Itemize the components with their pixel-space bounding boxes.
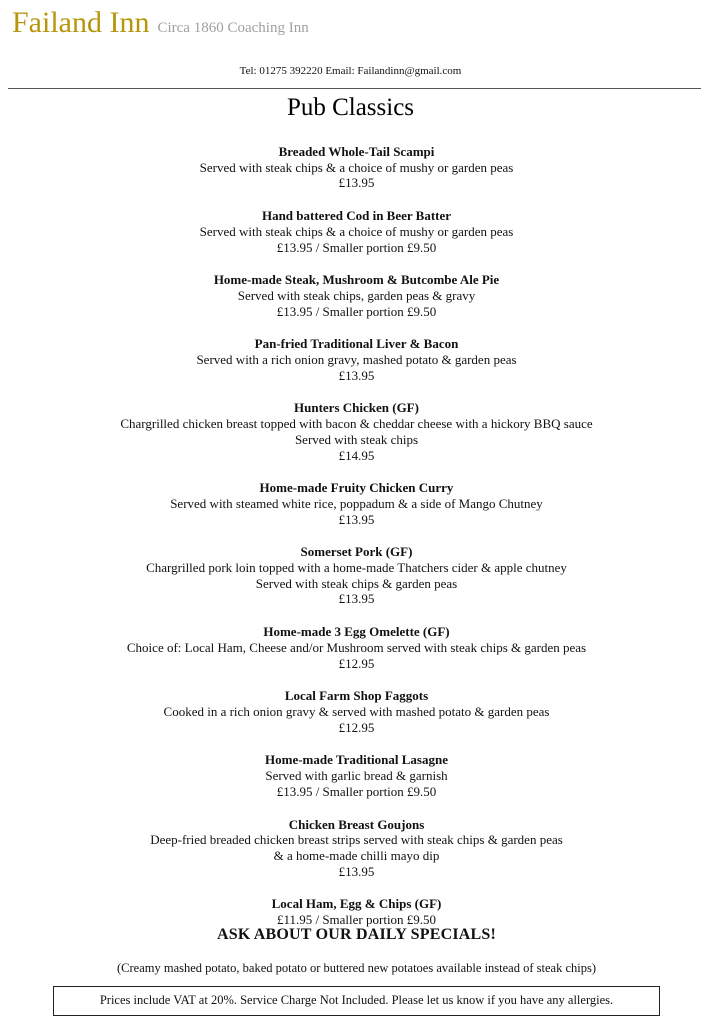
menu-item-description: Served with steak chips & a choice of mushy or garden peas [199, 223, 514, 239]
menu-item-name: Pan-fried Traditional Liver & Bacon [254, 336, 459, 352]
menu-item-description: Served with steamed white rice, poppadum & a side of Mango Chutney [170, 495, 543, 511]
brand-name: Failand Inn [12, 6, 150, 39]
brand-tagline: Circa 1860 Coaching Inn [157, 20, 309, 36]
menu-item [0, 817, 701, 880]
menu-item [0, 400, 701, 463]
menu-item-price: £13.95 [338, 367, 375, 383]
menu-item-description: Served with a rich onion gravy, mashed potato & garden peas [196, 352, 517, 368]
menu-item-name: Breaded Whole-Tail Scampi [278, 144, 435, 159]
contact-line: Tel: 01275 392220 Email: Failandinn@gmail.com [239, 65, 462, 77]
page-title: Pub Classics [286, 94, 415, 121]
menu-item-price: £12.95 [338, 655, 375, 671]
menu-item [0, 896, 701, 927]
menu-item-description: Served with garlic bread & garnish [265, 768, 448, 784]
menu-item-description: & a home-made chilli mayo dip [273, 847, 440, 863]
menu-item [0, 144, 701, 191]
header-divider [8, 88, 701, 89]
menu-item-price: £13.95 [338, 863, 375, 879]
menu-item [0, 624, 701, 671]
menu-item-name: Somerset Pork (GF) [300, 544, 413, 560]
menu-item-price: £13.95 [338, 175, 375, 191]
menu-item-description: Cooked in a rich onion gravy & served with mashed potato & garden peas [163, 703, 550, 719]
menu-item-description: Served with steak chips & garden peas [255, 575, 458, 591]
menu-item [0, 208, 701, 255]
menu-item-name: Home-made Fruity Chicken Curry [259, 480, 454, 496]
menu-item-name: Hunters Chicken (GF) [294, 400, 419, 416]
menu-item [0, 688, 701, 735]
footer-notice: Prices include VAT at 20%. Service Charge Not Included. Please let us know if you have any allergies. [53, 986, 660, 1016]
menu-item [0, 272, 701, 319]
menu-item-description: Chargrilled chicken breast topped with bacon & cheddar cheese with a hickory BBQ sauce [120, 416, 593, 432]
menu-item-description: Served with steak chips & a choice of mushy or garden peas [199, 159, 514, 175]
menu-item-description: Choice of: Local Ham, Cheese and/or Mushroom served with steak chips & garden peas [126, 639, 587, 655]
menu-item-description: Served with steak chips, garden peas & gravy [237, 287, 476, 303]
menu-item-name: Home-made Traditional Lasagne [265, 752, 448, 768]
menu-item [0, 480, 701, 527]
side-options-note: (Creamy mashed potato, baked potato or buttered new potatoes available instead of steak chips) [116, 961, 596, 975]
menu-item [0, 544, 701, 607]
menu-item [0, 752, 701, 799]
specials-banner: ASK ABOUT OUR DAILY SPECIALS! [216, 926, 497, 943]
menu-list [0, 144, 701, 945]
menu-item-price: £11.95 / Smaller portion £9.50 [276, 912, 437, 928]
menu-item-price: £13.95 [338, 591, 375, 607]
header-logo [12, 6, 309, 40]
menu-item-description: Served with steak chips [294, 431, 419, 447]
menu-item-price: £13.95 / Smaller portion £9.50 [276, 239, 437, 255]
menu-item-price: £12.95 [338, 719, 375, 735]
menu-item-name: Local Ham, Egg & Chips (GF) [271, 896, 442, 912]
menu-item-description: Chargrilled pork loin topped with a home-made Thatchers cider & apple chutney [146, 560, 567, 576]
menu-item-price: £13.95 / Smaller portion £9.50 [276, 783, 437, 799]
menu-item-price: £13.95 / Smaller portion £9.50 [276, 303, 437, 319]
menu-item-name: Home-made 3 Egg Omelette (GF) [263, 624, 450, 640]
menu-item-description: Deep-fried breaded chicken breast strips served with steak chips & garden peas [150, 832, 563, 848]
menu-item-price: £14.95 [338, 447, 375, 463]
menu-item [0, 336, 701, 383]
menu-item-name: Home-made Steak, Mushroom & Butcombe Ale Pie [213, 272, 500, 288]
menu-item-name: Hand battered Cod in Beer Batter [261, 208, 452, 224]
menu-item-name: Chicken Breast Goujons [288, 816, 425, 832]
menu-item-price: £13.95 [338, 511, 375, 527]
menu-item-name: Local Farm Shop Faggots [284, 688, 429, 704]
